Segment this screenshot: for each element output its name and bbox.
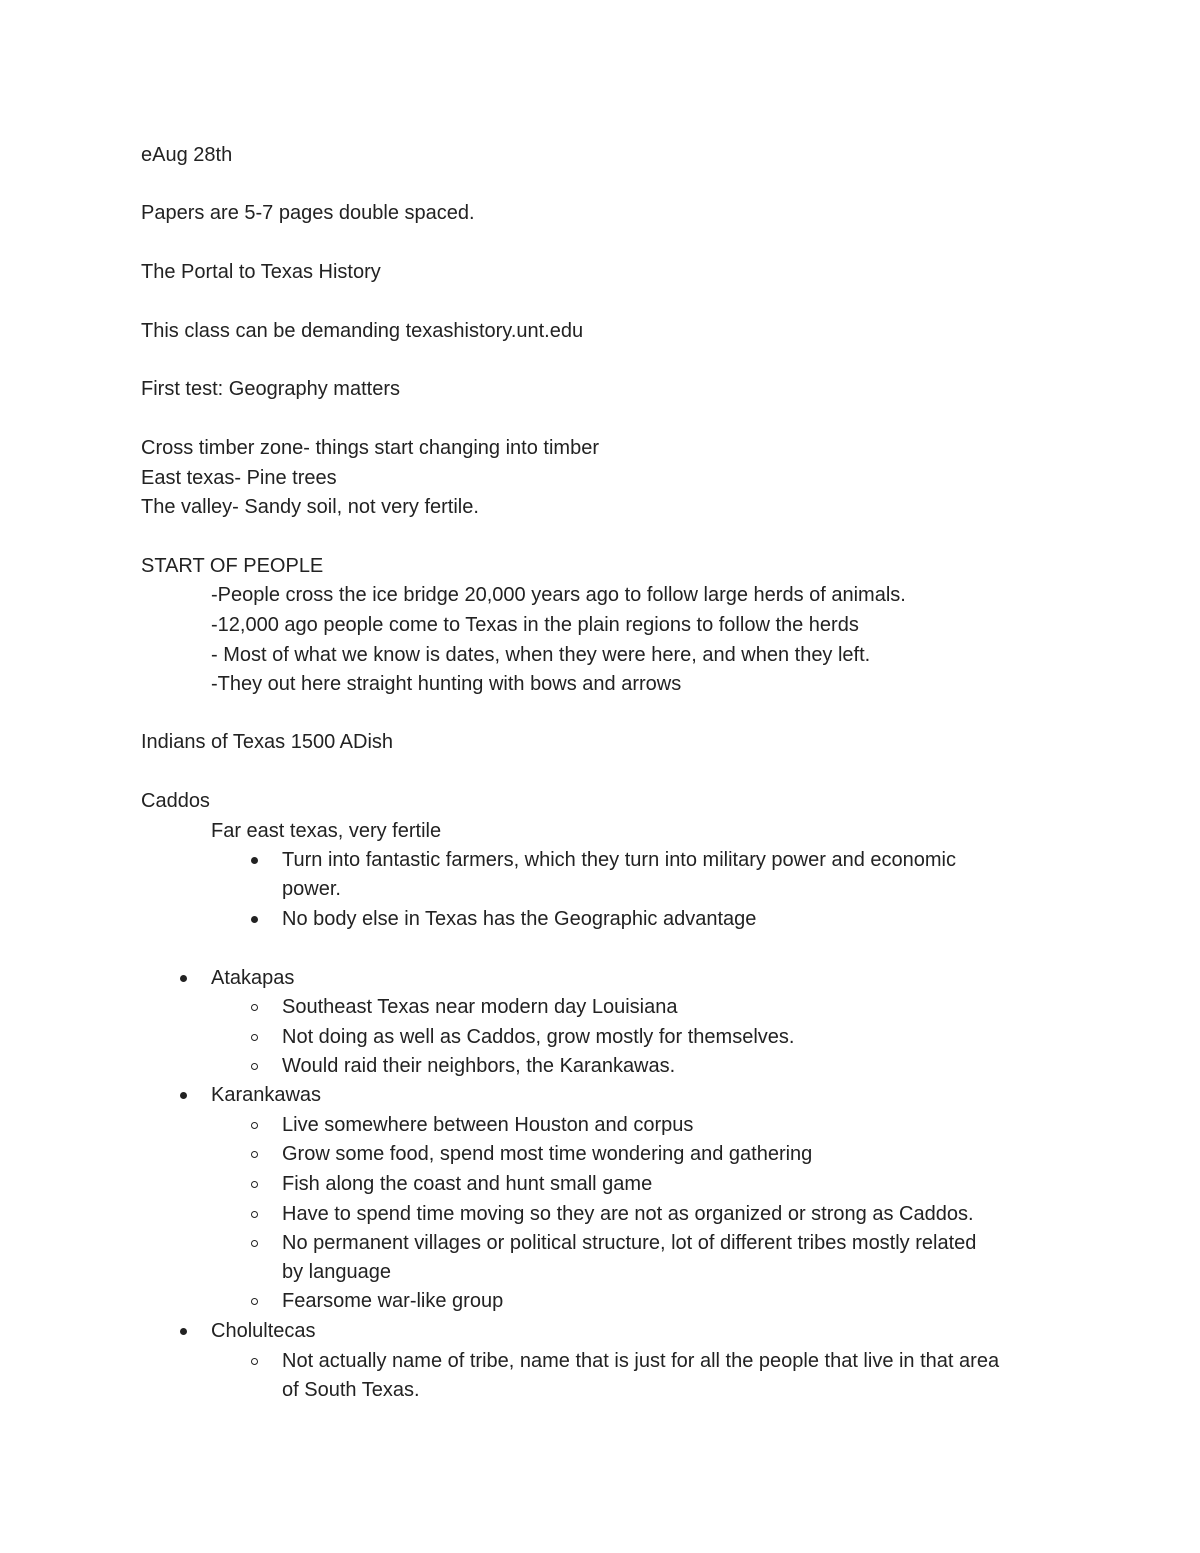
people-item: -12,000 ago people come to Texas in the plain regions to follow the herds bbox=[211, 614, 859, 636]
bullet-circle-icon bbox=[251, 1240, 258, 1247]
atakapas-item: Would raid their neighbors, the Karankawas. bbox=[282, 1055, 676, 1077]
cholultecas-heading: Cholultecas bbox=[211, 1320, 316, 1342]
people-item: -People cross the ice bridge 20,000 years ago to follow large herds of animals. bbox=[211, 584, 906, 606]
indians-heading: Indians of Texas 1500 ADish bbox=[141, 731, 394, 753]
caddos-bullet: No body else in Texas has the Geographic advantage bbox=[282, 908, 757, 930]
bullet-circle-icon bbox=[251, 1034, 258, 1041]
bullet-circle-icon bbox=[251, 1122, 258, 1129]
bullet-circle-icon bbox=[251, 1004, 258, 1011]
caddos-subheading: Far east texas, very fertile bbox=[211, 820, 442, 842]
karankawas-heading: Karankawas bbox=[211, 1084, 322, 1106]
caddos-heading: Caddos bbox=[141, 790, 210, 812]
people-item: - Most of what we know is dates, when they were here, and when they left. bbox=[211, 644, 871, 666]
demanding-note: This class can be demanding texashistory.unt.edu bbox=[141, 320, 584, 342]
karankawas-item-continuation: by language bbox=[282, 1261, 391, 1283]
atakapas-item: Southeast Texas near modern day Louisiana bbox=[282, 996, 678, 1018]
bullet-disc-icon bbox=[180, 1092, 187, 1099]
bullet-circle-icon bbox=[251, 1181, 258, 1188]
caddos-bullet-continuation: power. bbox=[282, 878, 341, 900]
start-of-people-heading: START OF PEOPLE bbox=[141, 555, 324, 577]
atakapas-heading: Atakapas bbox=[211, 967, 295, 989]
people-item: -They out here straight hunting with bows and arrows bbox=[211, 673, 682, 695]
caddos-bullet: Turn into fantastic farmers, which they turn into military power and economic bbox=[282, 849, 956, 871]
first-test-note: First test: Geography matters bbox=[141, 378, 400, 400]
valley-note: The valley- Sandy soil, not very fertile. bbox=[141, 496, 479, 518]
bullet-disc-icon bbox=[180, 975, 187, 982]
karankawas-item: Have to spend time moving so they are not as organized or strong as Caddos. bbox=[282, 1203, 974, 1225]
bullet-disc-icon bbox=[180, 1328, 187, 1335]
bullet-circle-icon bbox=[251, 1358, 258, 1365]
bullet-circle-icon bbox=[251, 1211, 258, 1218]
karankawas-item: Live somewhere between Houston and corpus bbox=[282, 1114, 694, 1136]
bullet-disc-icon bbox=[251, 857, 258, 864]
bullet-disc-icon bbox=[251, 916, 258, 923]
karankawas-item: Fish along the coast and hunt small game bbox=[282, 1173, 653, 1195]
karankawas-item: Grow some food, spend most time wondering and gathering bbox=[282, 1143, 813, 1165]
cholultecas-item-continuation: of South Texas. bbox=[282, 1379, 420, 1401]
papers-note: Papers are 5-7 pages double spaced. bbox=[141, 202, 475, 224]
karankawas-item: No permanent villages or political structure, lot of different tribes mostly related bbox=[282, 1232, 977, 1254]
karankawas-item: Fearsome war-like group bbox=[282, 1290, 504, 1312]
bullet-circle-icon bbox=[251, 1298, 258, 1305]
portal-note: The Portal to Texas History bbox=[141, 261, 381, 283]
bullet-circle-icon bbox=[251, 1151, 258, 1158]
east-texas-note: East texas- Pine trees bbox=[141, 467, 337, 489]
cross-timber-note: Cross timber zone- things start changing into timber bbox=[141, 437, 599, 459]
bullet-circle-icon bbox=[251, 1063, 258, 1070]
date-heading: eAug 28th bbox=[141, 144, 233, 166]
atakapas-item: Not doing as well as Caddos, grow mostly for themselves. bbox=[282, 1026, 795, 1048]
cholultecas-item: Not actually name of tribe, name that is just for all the people that live in that area bbox=[282, 1350, 1000, 1372]
